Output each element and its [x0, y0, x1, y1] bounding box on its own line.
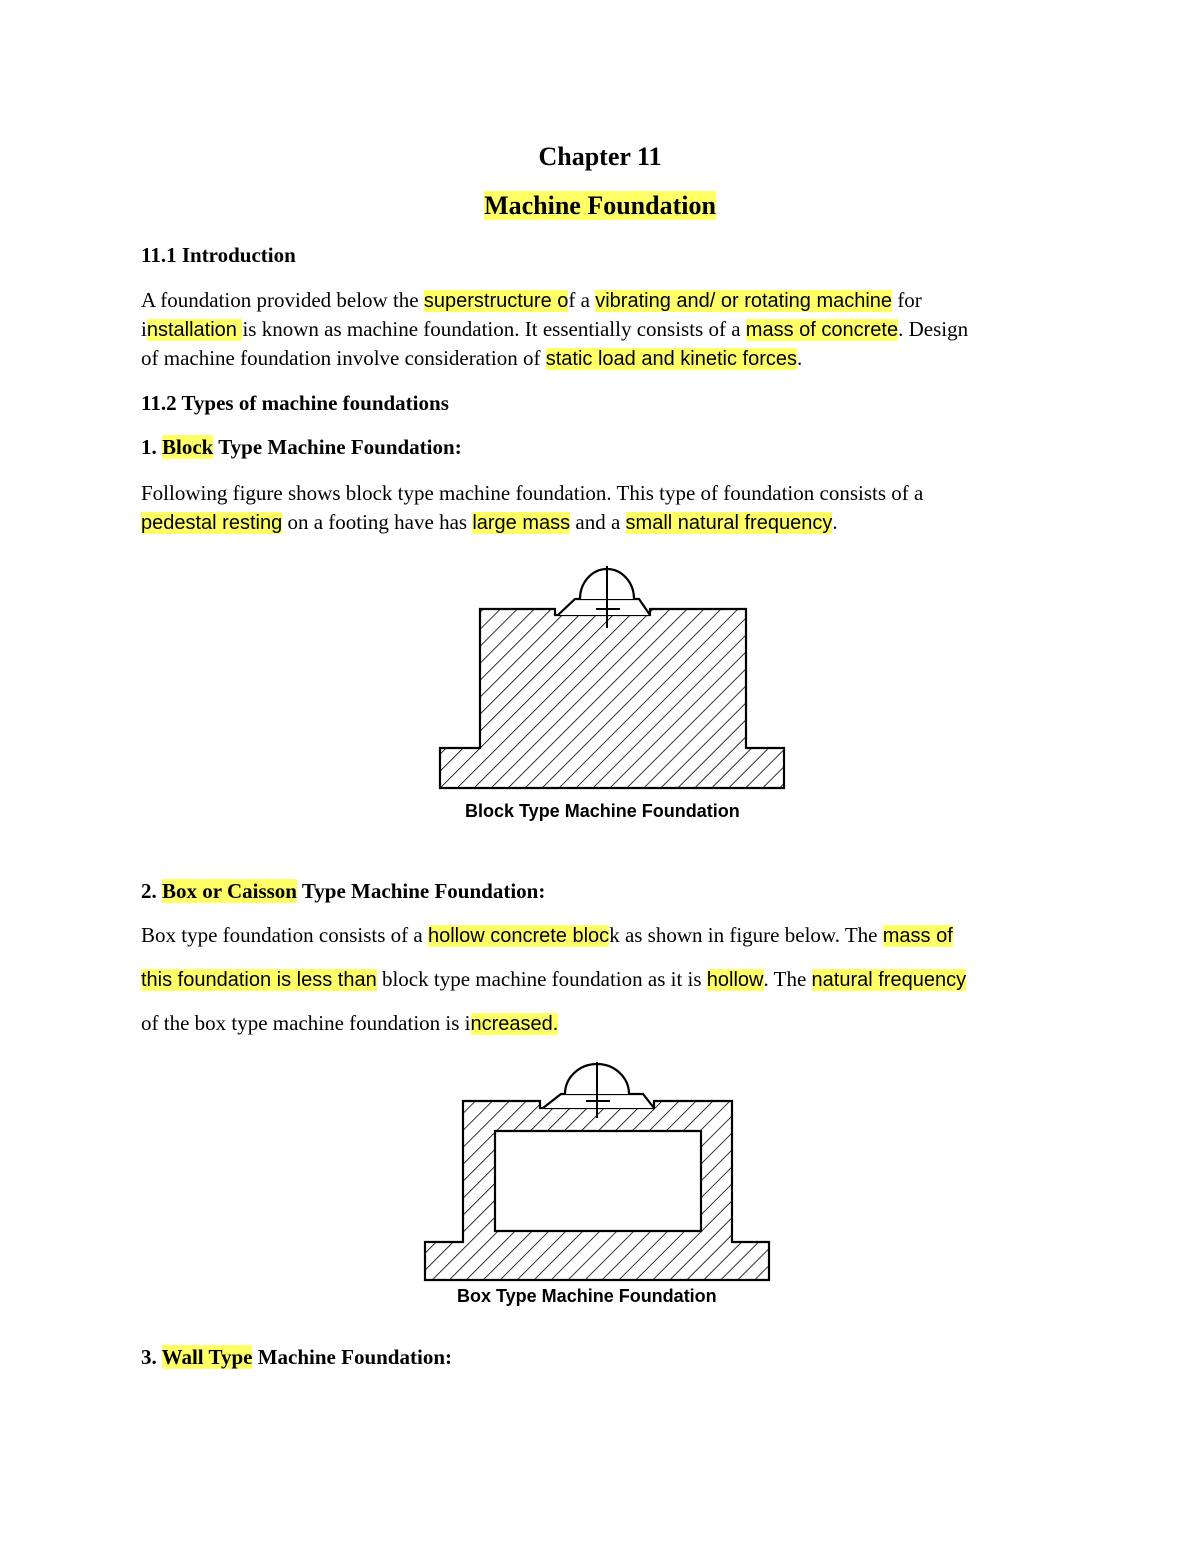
intro-heading: 11.1 Introduction — [141, 243, 296, 267]
highlighted-text: superstructure o — [423, 290, 569, 312]
box-line-2 — [141, 965, 966, 995]
text-run: for — [892, 288, 922, 312]
text-run: f a — [568, 288, 596, 312]
page-title — [0, 191, 1200, 221]
chapter-title: Chapter 11 — [538, 142, 662, 171]
wall-heading — [141, 1345, 452, 1370]
text-run: k as shown in figure below. The — [609, 923, 883, 947]
block-heading-highlight: Block — [162, 435, 214, 459]
block-foundation-figure — [430, 560, 795, 795]
highlighted-text: natural frequency — [811, 969, 967, 991]
block-figure-caption: Block Type Machine Foundation — [465, 801, 740, 821]
text-run: and a — [570, 510, 626, 534]
text-run: . Design — [898, 317, 969, 341]
highlighted-text: pedestal resting — [141, 512, 283, 534]
wall-heading-num: 3. — [141, 1345, 162, 1369]
box-foundation-figure — [418, 1056, 778, 1286]
box-heading — [141, 879, 545, 904]
highlighted-text: mass of — [882, 925, 953, 947]
highlighted-text: ncreased. — [470, 1013, 559, 1035]
highlighted-text: mass of concrete — [745, 319, 899, 341]
text-run: is known as machine foundation. It essentially consists of a — [242, 317, 746, 341]
highlighted-text: hollow — [706, 969, 764, 991]
text-run: . — [796, 346, 803, 370]
wall-heading-highlight: Wall Type — [161, 1345, 253, 1369]
intro-line-2 — [141, 315, 968, 345]
text-run: block type machine foundation as it is — [376, 967, 707, 991]
box-line-3 — [141, 1009, 558, 1039]
text-run: A foundation provided below the — [141, 288, 424, 312]
intro-line-3 — [141, 344, 802, 374]
highlighted-text: static load and kinetic forces — [545, 348, 797, 370]
highlighted-text: small natural frequency — [625, 512, 833, 534]
block-heading — [141, 435, 462, 460]
block-heading-num: 1. — [141, 435, 162, 459]
highlighted-text: this foundation is less than — [141, 969, 377, 991]
text-run: i — [141, 317, 147, 341]
box-figure-caption: Box Type Machine Foundation — [457, 1286, 717, 1306]
text-run: . — [832, 510, 838, 534]
box-heading-rest: Type Machine Foundation: — [296, 879, 546, 903]
block-line-1 — [141, 479, 923, 508]
text-run: on a footing have has — [282, 510, 473, 534]
box-heading-highlight: Box or Caisson — [162, 879, 297, 903]
box-line-1 — [141, 921, 953, 951]
highlighted-text: nstallation — [146, 319, 243, 341]
wall-heading-rest: Machine Foundation: — [252, 1345, 452, 1369]
highlighted-text: large mass — [472, 512, 571, 534]
block-heading-rest: Type Machine Foundation: — [213, 435, 462, 459]
highlighted-text: vibrating and/ or rotating machine — [595, 290, 893, 312]
highlighted-text: hollow concrete bloc — [427, 925, 610, 947]
text-run: of machine foundation involve consideration of — [141, 346, 546, 370]
text-run: Box type foundation consists of a — [141, 923, 428, 947]
text-run: of the box type machine foundation is i — [141, 1011, 471, 1035]
box-heading-num: 2. — [141, 879, 162, 903]
text-run: . The — [763, 967, 812, 991]
types-heading: 11.2 Types of machine foundations — [141, 391, 449, 415]
text-run: Following figure shows block type machine foundation. This type of foundation consists of a — [141, 481, 924, 505]
intro-line-1 — [141, 286, 922, 316]
block-line-2 — [141, 508, 838, 538]
page-title-text: Machine Foundation — [484, 191, 716, 220]
